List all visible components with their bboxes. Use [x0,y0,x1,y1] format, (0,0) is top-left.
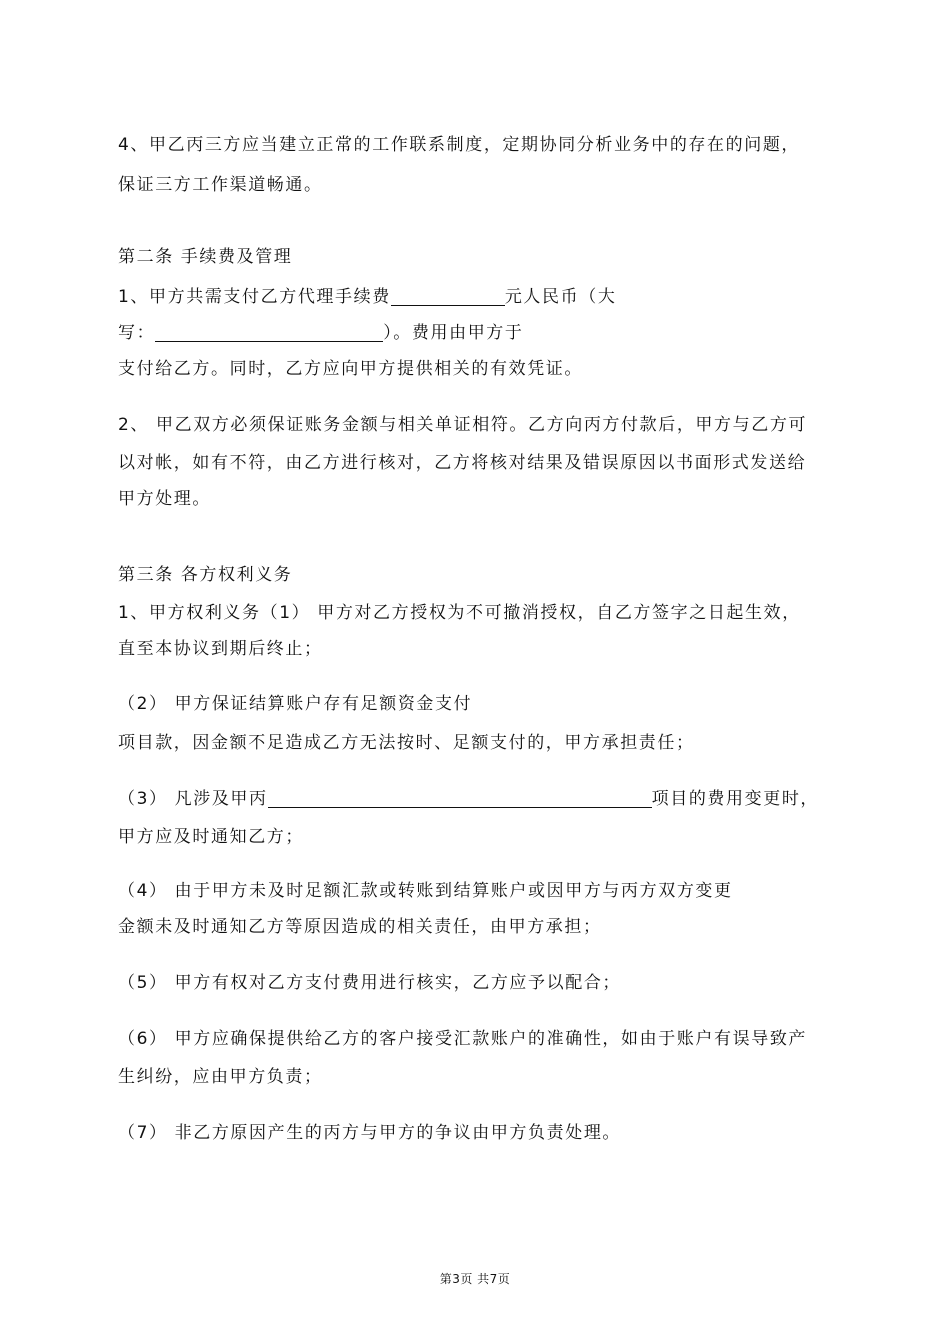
article-3-sub-6-line-1: （6） 甲方应确保提供给乙方的客户接受汇款账户的准确性，如由于账户有误导致产 [118,1029,808,1049]
article-3-sub-7-line-1: （7） 非乙方原因产生的丙方与甲方的争议由甲方负责处理。 [118,1123,622,1143]
fee-label: 1、甲方共需支付乙方代理手续费 [118,287,391,307]
article-3-heading: 第三条 各方权利义务 [118,565,293,585]
article-2-item-1-line-2 [118,322,524,344]
article-2-item-2-line-2: 以对帐，如有不符，由乙方进行核对，乙方将核对结果及错误原因以书面形式发送给 [118,453,807,473]
paragraph-4-line-2: 保证三方工作渠道畅通。 [118,175,323,195]
article-3-sub-4-line-2: 金额未及时通知乙方等原因造成的相关责任，由甲方承担； [118,917,602,937]
article-3-sub-3-line-2: 甲方应及时通知乙方； [118,827,304,847]
article-2-item-1-line-1 [118,286,616,308]
project-name-blank [268,789,652,808]
article-3-sub-5-line-1: （5） 甲方有权对乙方支付费用进行核实，乙方应予以配合； [118,973,622,993]
fee-uppercase-label: 写： [118,323,156,343]
article-2-item-2-line-1: 2、 甲乙双方必须保证账务金额与相关单证相符。乙方向丙方付款后，甲方与乙方可 [118,415,808,435]
article-3-sub-3-line-1 [118,788,819,810]
fee-uppercase-blank [155,323,383,342]
article-3-sub-4-line-1: （4） 由于甲方未及时足额汇款或转账到结算账户或因甲方与丙方双方变更 [118,881,733,901]
paragraph-4-line-1: 4、甲乙丙三方应当建立正常的工作联系制度，定期协同分析业务中的存在的问题， [118,135,801,155]
project-suffix-label: 项目的费用变更时， [651,789,820,809]
fee-currency-label: 元人民币（大 [504,287,617,307]
article-3-sub-6-line-2: 生纠纷，应由甲方负责； [118,1067,323,1087]
fee-amount-blank [391,287,505,306]
project-prefix-label: （3） 凡涉及甲丙 [118,789,268,809]
article-3-item-1-line-2: 直至本协议到期后终止； [118,639,323,659]
fee-payment-label: ）。费用由甲方于 [383,323,524,343]
article-2-item-1-line-3: 支付给乙方。同时，乙方应向甲方提供相关的有效凭证。 [118,359,583,379]
article-2-item-2-line-3: 甲方处理。 [118,489,211,509]
page-number: 第3页 共7页 [439,1272,511,1286]
article-3-sub-2-line-2: 项目款，因金额不足造成乙方无法按时、足额支付的，甲方承担责任； [118,733,695,753]
article-2-heading: 第二条 手续费及管理 [118,247,293,267]
article-3-item-1-line-1: 1、甲方权利义务（1） 甲方对乙方授权为不可撤消授权，自乙方签字之日起生效， [118,603,801,623]
article-3-sub-2-line-1: （2） 甲方保证结算账户存有足额资金支付 [118,694,473,714]
